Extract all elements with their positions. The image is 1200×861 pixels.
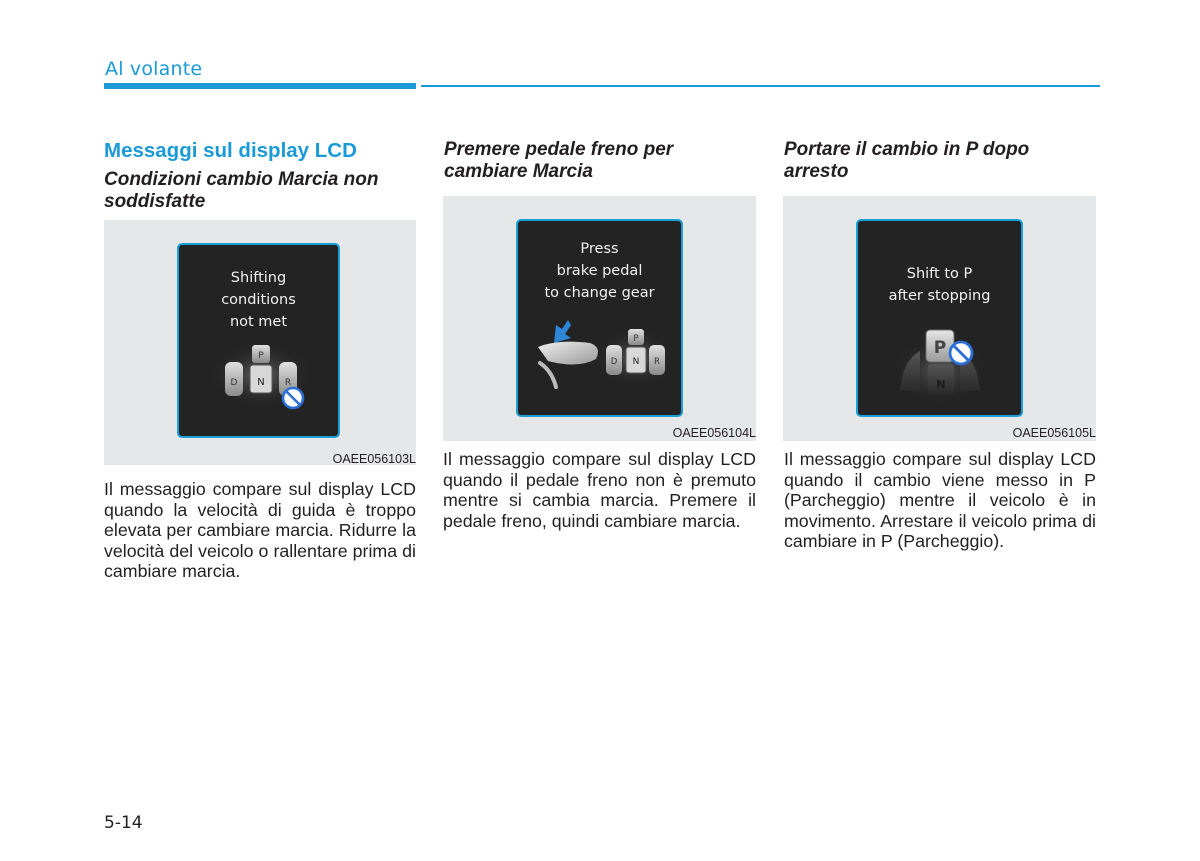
lcd-display — [516, 219, 683, 417]
lcd-display — [177, 243, 340, 438]
pedal-illustration — [518, 221, 681, 415]
gear-label-n: N — [632, 357, 640, 367]
display-line: Shift to P — [906, 266, 973, 282]
lcd-display — [856, 219, 1023, 417]
display-line: after stopping — [888, 288, 991, 304]
gear-label-p: P — [933, 338, 947, 358]
gear-selector-icon — [179, 245, 338, 436]
arrow-icon — [554, 320, 571, 343]
gear-label-r: R — [284, 378, 292, 388]
subheading-shift-to-p: Portare il cambio in P dopo arresto — [784, 139, 1030, 182]
no-entry-icon — [950, 342, 972, 364]
display-line: not met — [229, 314, 288, 330]
figure-caption: OAEE056104L — [672, 426, 756, 440]
gear-label-n: N — [936, 378, 946, 391]
gear-label-p: P — [633, 334, 639, 344]
brake-pedal-icon — [538, 342, 598, 387]
gear-label-d: D — [230, 378, 238, 388]
gear-label-n: N — [257, 377, 265, 388]
figure-caption: OAEE056105L — [1012, 426, 1096, 440]
figure-shift-to-p — [783, 196, 1096, 441]
header-rule-thin — [421, 85, 1100, 87]
figure-shifting-conditions — [104, 220, 416, 465]
display-line: brake pedal — [556, 263, 643, 279]
gear-selector-icon — [858, 221, 1021, 415]
running-header: Al volante — [105, 58, 203, 80]
gear-label-p: P — [258, 351, 264, 361]
header-rule-thick — [104, 83, 416, 89]
display-line: Press — [580, 241, 619, 257]
display-line: Shifting — [230, 270, 287, 286]
gear-label-r: R — [654, 357, 660, 367]
figure-caption: OAEE056103L — [332, 452, 416, 466]
body-paragraph: Il messaggio compare sul display LCD quando la velocità di guida è troppo elevata per cambiare marcia. Ridurre la velocità del veicolo o rallentare prima di cambiare marcia. — [104, 479, 416, 581]
page-number: 5-14 — [104, 813, 143, 833]
display-line: to change gear — [544, 285, 655, 301]
subheading-press-brake: Premere pedale freno per cambiare Marcia — [444, 139, 674, 182]
section-title: Messaggi sul display LCD — [104, 139, 357, 162]
subheading-shifting-conditions: Condizioni cambio Marcia non soddisfatte — [104, 169, 379, 212]
body-paragraph: Il messaggio compare sul display LCD quando il cambio viene messo in P (Parcheggio) mentre il veicolo è in movimento. Arrestare il veicolo prima di cambiare in P (Parcheggio). — [784, 449, 1096, 551]
figure-press-brake — [443, 196, 756, 441]
display-line: conditions — [221, 292, 296, 308]
body-paragraph: Il messaggio compare sul display LCD quando il pedale freno non è premuto mentre si cambia marcia. Premere il pedale freno, quindi cambiare marcia. — [443, 449, 756, 531]
no-entry-icon — [283, 388, 303, 408]
gear-label-d: D — [610, 357, 618, 367]
